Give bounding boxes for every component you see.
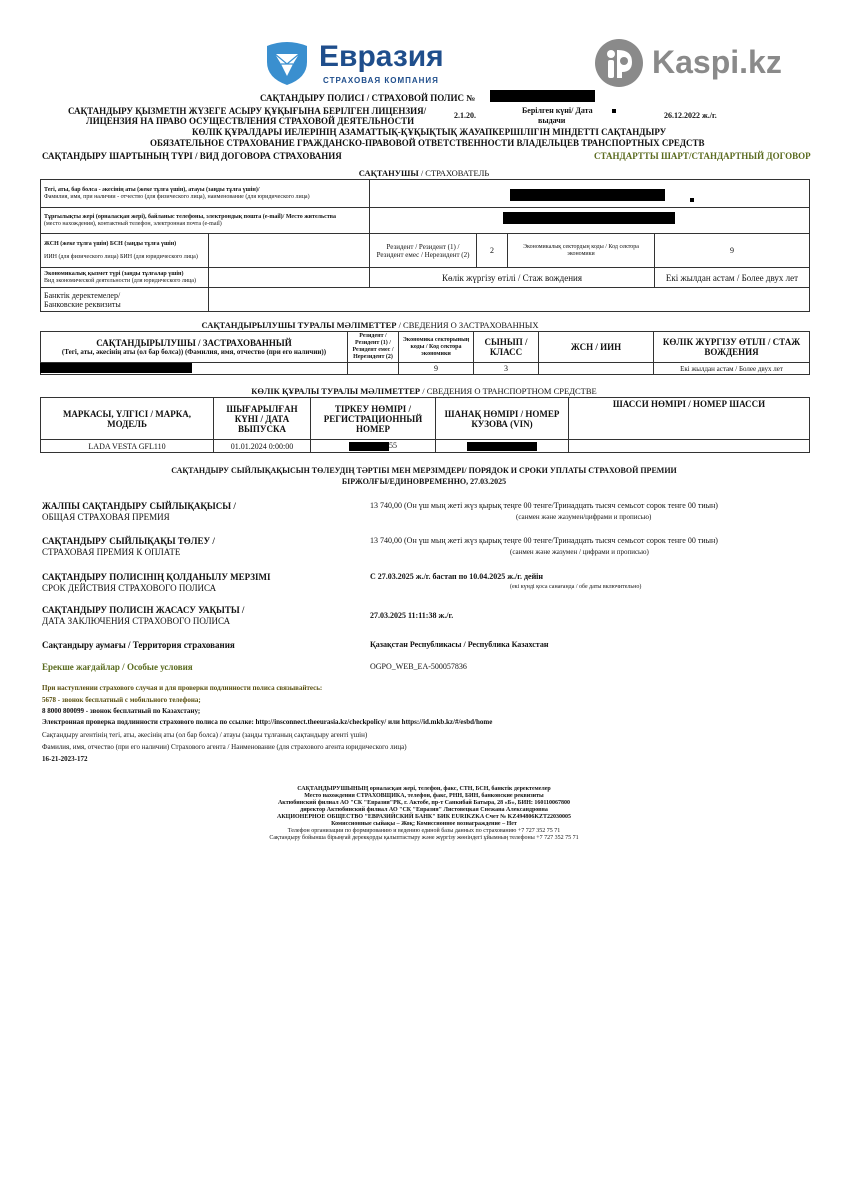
vehicle-row-vin xyxy=(436,440,569,453)
vehicle-row-model: LADA VESTA GFL110 xyxy=(41,440,214,453)
insurer-name-label: Тегі, аты, бар болса - әкесінің аты (жеке тұлға үшін), атауы (заңды тұлға үшін)/ Фамилия, имя, при наличии - отчество (для физического лица), наименование (для юридического лица) xyxy=(41,180,370,208)
signed-label-ru: ДАТА ЗАКЛЮЧЕНИЯ СТРАХОВОГО ПОЛИСА xyxy=(42,616,231,626)
contract-type-label: САҚТАНДЫРУ ШАРТЫНЫҢ ТҮРІ / ВИД ДОГОВОРА СТРАХОВАНИЯ xyxy=(42,151,342,161)
issue-date-label-1: Берілген күні/ Дата xyxy=(522,106,593,115)
kaspi-text: Kaspi.kz xyxy=(652,44,782,80)
footer-line-5: АКЦИОНЕРНОЕ ОБЩЕСТВО "ЕВРАЗИЙСКИЙ БАНК" БИК EURIKZKA Счет № KZ494806KZT22030005 xyxy=(276,814,572,820)
insured-title-bold: САҚТАНДЫРЫЛУШЫ ТУРАЛЫ МӘЛІМЕТТЕР xyxy=(201,320,397,330)
contract-type-value: СТАНДАРТТЫ ШАРТ/СТАНДАРТНЫЙ ДОГОВОР xyxy=(594,151,811,161)
vehicle-col-model: МАРКАСЫ, ҮЛГІСІ / МАРКА, МОДЕЛЬ xyxy=(41,398,214,440)
contacts-line-1: При наступлении страхового случая и для проверки подлинности полиса связывайтесь: xyxy=(42,684,323,692)
footer-line-7: Телефон организации по формированию и ведению единой базы данных по страхованию +7 727 352 75 71 xyxy=(287,828,561,834)
vehicle-title-rest: / СВЕДЕНИЯ О ТРАНСПОРТНОМ СРЕДСТВЕ xyxy=(420,386,597,396)
special-conditions-value: OGPO_WEB_EA-500057836 xyxy=(370,662,467,671)
vehicle-row-year: 01.01.2024 0:00:00 xyxy=(214,440,311,453)
insured-row-experience: Екі жылдан астам / Более двух лет xyxy=(654,363,810,375)
total-premium-value: 13 740,00 (Он үш мың жеті жүз қырық теңге 00 тенге/Тринадцать тысяч семьсот сорок тенге 00 тиын) xyxy=(370,501,718,510)
insured-col-iin: ЖСН / ИИН xyxy=(539,332,654,363)
term-label-kz: САҚТАНДЫРУ ПОЛИСІНІҢ ҚОЛДАНЫЛУ МЕРЗІМІ xyxy=(42,572,271,582)
insured-col-name: САҚТАНДЫРЫЛУШЫ / ЗАСТРАХОВАННЫЙ (Тегі, аты, әкесінің аты (ол бар болса)) (Фамилия, имя, отчество (при его наличии)) xyxy=(41,332,348,363)
license-label-ru: ЛИЦЕНЗИЯ НА ПРАВО ОСУЩЕСТВЛЕНИЯ СТРАХОВОЙ ДЕЯТЕЛЬНОСТИ xyxy=(86,116,415,126)
term-label-ru: СРОК ДЕЙСТВИЯ СТРАХОВОГО ПОЛИСА xyxy=(42,583,217,593)
issue-date: 26.12.2022 ж./г. xyxy=(664,111,717,120)
vehicle-section-title xyxy=(0,386,848,396)
due-premium-label-ru: СТРАХОВАЯ ПРЕМИЯ К ОПЛАТЕ xyxy=(42,547,181,557)
diamond-shield-icon xyxy=(263,40,311,86)
insured-row-econ: 9 xyxy=(399,363,474,375)
insurer-econ-label: Экономикалық сектордың коды / Код сектора экономики xyxy=(508,234,655,268)
payment-title-2: БІРЖОЛҒЫ/ЕДИНОВРЕМЕННО, 27.03.2025 xyxy=(341,477,507,486)
insurer-table xyxy=(40,179,810,312)
signed-value: 27.03.2025 11:11:38 ж./г. xyxy=(370,611,454,620)
vehicle-row-chassis xyxy=(569,440,810,453)
due-premium-value: 13 740,00 (Он үш мың жеті жүз қырық теңге 00 тенге/Тринадцать тысяч семьсот сорок тенге 00 тиын) xyxy=(370,536,718,545)
total-premium-label-kz: ЖАЛПЫ САҚТАНДЫРУ СЫЙЛЫҚАҚЫСЫ / xyxy=(42,501,236,511)
insurer-iin-label: ЖСН (жеке тұлға үшін) БСН (заңды тұлға үшін) ИИН (для физического лица) БИН (для юридического лица) xyxy=(41,234,209,268)
contacts-line-4: Электронная проверка подлинности страхового полиса по ссылке: http://insconnect.theeurasia.kz/checkpolicy/ или https://id.mkb.kz/#/esbd/home xyxy=(42,718,493,726)
vehicle-table xyxy=(40,397,810,453)
insurer-bank-value xyxy=(208,288,810,312)
redacted-insured-name xyxy=(40,363,192,373)
insurer-bank-label: Банктік деректемелер/ Банковские реквизиты xyxy=(41,288,209,312)
company-logo xyxy=(263,40,443,90)
insurer-resident-label: Резидент / Резидент (1) / Резидент емес / Нерезидент (2) xyxy=(370,234,477,268)
redacted-vin xyxy=(467,442,537,451)
redacted-insurer-name xyxy=(510,189,665,201)
obligatory-kz: КӨЛІК ҚҰРАЛДАРЫ ИЕЛЕРІНІҢ АЗАМАТТЫҚ-ҚҰҚЫҚТЫҚ ЖАУАПКЕРШІЛІГІН МІНДЕТТІ САҚТАНДЫРУ xyxy=(192,127,667,137)
vehicle-col-year: ШЫҒАРЫЛҒАН КҮНІ / ДАТА ВЫПУСКА xyxy=(214,398,311,440)
policy-title: САҚТАНДЫРУ ПОЛИСІ / СТРАХОВОЙ ПОЛИС № xyxy=(260,93,476,103)
contacts-line-2: 5678 - звонок бесплатный с мобильного телефона; xyxy=(42,696,201,704)
total-premium-note: (санмен және жазумен/цифрами и прописью) xyxy=(516,513,652,521)
vehicle-col-vin: ШАНАҚ НӨМІРІ / НОМЕР КУЗОВА (VIN) xyxy=(436,398,569,440)
redacted-mark-2 xyxy=(690,198,694,202)
agent-code: 16-21-2023-172 xyxy=(42,755,88,763)
obligatory-ru: ОБЯЗАТЕЛЬНОЕ СТРАХОВАНИЕ ГРАЖДАНСКО-ПРАВОВОЙ ОТВЕТСТВЕННОСТИ ВЛАДЕЛЬЦЕВ ТРАНСПОРТНЫХ СРЕДСТВ xyxy=(150,138,705,148)
special-conditions-label: Ерекше жағдайлар / Особые условия xyxy=(42,662,193,672)
footer-line-1: САҚТАНДЫРУШЫНЫҢ орналасқан жері, телефон, факс, СТН, БСН, банктік деректемелер xyxy=(297,786,551,792)
payment-title-1: САҚТАНДЫРУ СЫЙЛЫҚАҚЫСЫН ТӨЛЕУДІҢ ТӘРТІБІ МЕН МЕРЗІМДЕРІ/ ПОРЯДОК И СРОКИ УПЛАТЫ СТРАХОВОЙ ПРЕМИИ xyxy=(171,466,677,475)
footer-line-6: Комиссионные сыйақы – Жоқ; Комиссионное вознаграждение – Нет xyxy=(331,821,517,827)
vehicle-col-reg: ТІРКЕУ НӨМІРІ / РЕГИСТРАЦИОННЫЙ НОМЕР xyxy=(311,398,436,440)
insurer-activity-value xyxy=(208,268,370,288)
insured-row-iin xyxy=(539,363,654,375)
insurer-econ-value: 9 xyxy=(655,234,810,268)
vehicle-title-bold: КӨЛІК ҚҰРАЛЫ ТУРАЛЫ МӘЛІМЕТТЕР xyxy=(251,386,421,396)
insured-row-class: 3 xyxy=(474,363,539,375)
insurer-experience-label: Көлік жүргізу өтілі / Стаж вождения xyxy=(370,268,655,288)
insurer-title-bold: САҚТАНУШЫ xyxy=(358,168,419,178)
term-note: (екі күнді қоса санағанда / обе даты включительно) xyxy=(510,584,642,590)
insured-col-experience: КӨЛІК ЖҮРГІЗУ ӨТІЛІ / СТАЖ ВОЖДЕНИЯ xyxy=(654,332,810,363)
insured-title-rest: / СВЕДЕНИЯ О ЗАСТРАХОВАННЫХ xyxy=(396,320,539,330)
kaspi-logo-icon xyxy=(594,38,644,88)
contacts-line-5: Сақтандыру агентінің тегі, аты, әкесінің аты (ол бар болса) / атауы (заңды тұлғаның сақтандыру агенті үшін) xyxy=(42,731,368,739)
insurer-resident-value: 2 xyxy=(477,234,508,268)
due-premium-note: (санмен және жазумен / цифрами и прописью) xyxy=(510,548,649,556)
table-row xyxy=(41,440,810,453)
insurer-section-title xyxy=(0,168,848,178)
kaspi-watermark xyxy=(594,38,834,88)
insurer-iin-value xyxy=(208,234,370,268)
insurer-experience-value: Екі жылдан астам / Более двух лет xyxy=(655,268,810,288)
redacted-insurer-address xyxy=(503,212,675,224)
footer-line-3: Актюбинский филиал АО "СК "Евразия"РК, г. Актобе, пр-т Санкибай Батыра, 28 «Б», БИН: 160110067800 xyxy=(277,800,571,806)
contacts-line-6: Фамилия, имя, отчество (при его наличии) Страхового агента / Наименование (для страхового агента юридического лица) xyxy=(42,743,407,751)
vehicle-col-chassis: ШАССИ НӨМІРІ / НОМЕР ШАССИ xyxy=(569,398,810,440)
insurer-title-rest: / СТРАХОВАТЕЛЬ xyxy=(418,168,490,178)
territory-value: Қазақстан Республикасы / Республика Казахстан xyxy=(370,640,549,649)
footer-line-2: Место нахождения СТРАХОВЩИКА, телефон, факс, РНН, БИН, банковские реквизиты xyxy=(304,793,544,799)
contacts-line-3: 8 8000 800099 - звонок бесплатный по Казахстану; xyxy=(42,707,201,715)
footer-line-8: Сақтандыру бойынша бірыңғай дерекқорды қалыптастыру және жүргізу жөніндегі ұйымның телефоны +7 727 352 75 71 xyxy=(269,835,579,841)
signed-label-kz: САҚТАНДЫРУ ПОЛИСІН ЖАСАСУ УАҚЫТЫ / xyxy=(42,605,245,615)
footer-line-4: директор Актюбинский филиал АО "СК "Евразия" Листовецкая Снежана Александровна xyxy=(300,807,548,813)
redacted-policy-number xyxy=(490,90,595,102)
insured-section-title xyxy=(0,320,740,330)
issue-date-label-2: выдачи xyxy=(538,116,566,125)
due-premium-label-kz: САҚТАНДЫРУ СЫЙЛЫҚАҚЫ ТӨЛЕУ / xyxy=(42,536,215,546)
vehicle-row-reg: 55 xyxy=(311,440,436,453)
insurer-activity-label: Экономикалық қызмет түрі (заңды тұлғалар үшін) Вид экономической деятельности (для юридического лица) xyxy=(41,268,209,288)
license-number: 2.1.20. xyxy=(454,111,476,120)
term-value: С 27.03.2025 ж./г. бастап по 10.04.2025 ж./г. дейін xyxy=(370,572,544,581)
insured-col-resident: Резидент / Резидент (1) / Резидент емес / Нерезидент (2) xyxy=(348,332,399,363)
territory-label: Сақтандыру аумағы / Территория страхования xyxy=(42,640,235,650)
total-premium-label-ru: ОБЩАЯ СТРАХОВАЯ ПРЕМИЯ xyxy=(42,512,170,522)
insured-col-class: СЫНЫП / КЛАСС xyxy=(474,332,539,363)
footer xyxy=(200,786,648,842)
brand-subtitle: СТРАХОВАЯ КОМПАНИЯ xyxy=(323,76,439,85)
redacted-reg xyxy=(349,442,389,451)
insured-row-resident xyxy=(348,363,399,375)
brand-name: Евразия xyxy=(319,40,444,73)
insurer-address-label: Тұрғылықты жері (орналасқан жері), байланыс телефоны, электрондық пошта (e-mail)/ Место жительства (место нахождения), контактный телефон, электронная почта (e-mail) xyxy=(41,208,370,234)
insured-col-econ: Экономика секторының коды / Код сектора экономики xyxy=(399,332,474,363)
license-label-kz: САҚТАНДЫРУ ҚЫЗМЕТІН ЖҮЗЕГЕ АСЫРУ ҚҰҚЫҒЫНА БЕРІЛГЕН ЛИЦЕНЗИЯ/ xyxy=(68,106,427,116)
redacted-mark xyxy=(612,109,616,113)
